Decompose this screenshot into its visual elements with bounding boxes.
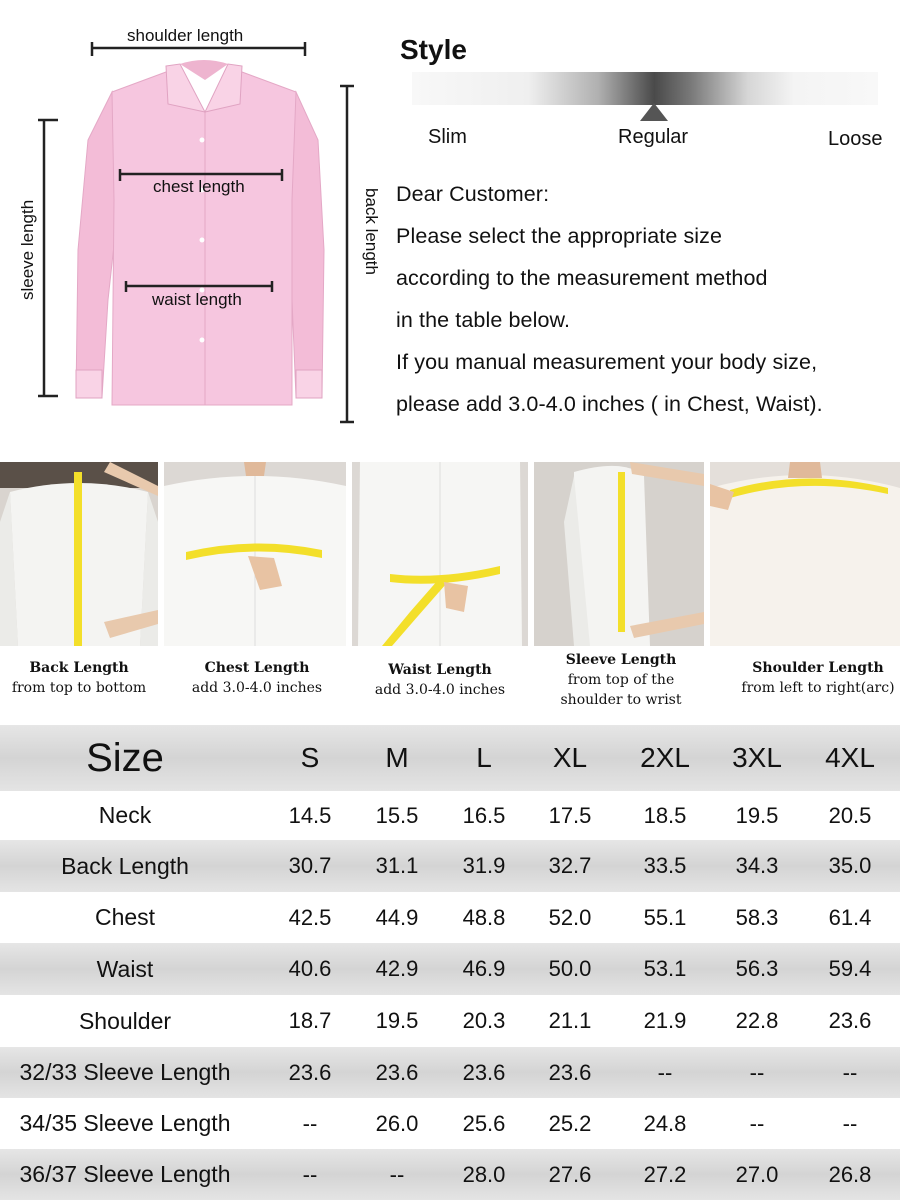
notice-line: Dear Customer:: [396, 182, 550, 206]
row-label: Neck: [98, 802, 152, 828]
sleeve-length-photo: [534, 462, 704, 646]
table-cell: --: [749, 1060, 765, 1085]
row-label: Back Length: [61, 853, 189, 879]
style-title: Style: [400, 34, 467, 65]
size-column-header: 2XL: [640, 742, 690, 773]
table-cell: 20.5: [828, 803, 872, 828]
chest-length-photo: [164, 462, 346, 646]
style-fit-gradient-bar: [412, 72, 878, 105]
caption-title: Waist Length: [388, 662, 492, 678]
table-cell: 35.0: [828, 853, 872, 878]
measurement-photos: [0, 462, 900, 722]
row-label: 36/37 Sleeve Length: [19, 1161, 231, 1187]
waist-length-caption: [352, 660, 528, 700]
notice-line: Please select the appropriate size: [396, 224, 723, 248]
table-cell: 55.1: [643, 905, 687, 930]
table-cell: 52.0: [548, 905, 592, 930]
table-cell: 25.6: [462, 1111, 506, 1136]
table-cell: 42.9: [375, 956, 419, 981]
size-header-label: Size: [86, 736, 164, 780]
table-cell: 53.1: [643, 956, 687, 981]
table-cell: 61.4: [828, 905, 872, 930]
table-cell: 16.5: [462, 803, 506, 828]
table-cell: 18.7: [288, 1008, 332, 1033]
table-cell: 23.6: [375, 1060, 419, 1085]
table-cell: 25.2: [548, 1111, 592, 1136]
table-cell: --: [389, 1162, 405, 1187]
table-row: [0, 840, 900, 892]
table-row: [0, 1149, 900, 1200]
table-row: [0, 1047, 900, 1098]
caption-title: Shoulder Length: [752, 660, 884, 676]
table-cell: 22.8: [735, 1008, 779, 1033]
table-row: [0, 995, 900, 1047]
size-column-header: M: [385, 742, 409, 773]
table-cell: --: [302, 1111, 318, 1136]
shirt-illustration: [0, 0, 380, 440]
waist-length-photo: [352, 462, 528, 646]
size-column-header: XL: [552, 742, 588, 773]
table-cell: 33.5: [643, 853, 687, 878]
table-cell: --: [749, 1111, 765, 1136]
table-cell: 48.8: [462, 905, 506, 930]
caption-desc: from top to bottom: [11, 680, 147, 696]
chest-length-caption: [164, 658, 350, 698]
table-cell: 30.7: [288, 853, 332, 878]
table-cell: --: [842, 1060, 858, 1085]
back-length-caption: [0, 658, 158, 698]
table-cell: 17.5: [548, 803, 592, 828]
size-column-header: S: [300, 742, 320, 773]
table-cell: 59.4: [828, 956, 872, 981]
shoulder-length-photo: [710, 462, 900, 646]
table-cell: 26.8: [828, 1162, 872, 1187]
notice-line: please add 3.0-4.0 inches ( in Chest, Waist).: [396, 392, 823, 416]
caption-title: Chest Length: [204, 660, 310, 676]
caption-desc: from left to right(arc): [741, 680, 895, 696]
table-cell: --: [657, 1060, 673, 1085]
table-cell: 56.3: [735, 956, 779, 981]
table-row: [0, 1098, 900, 1149]
chest-length-label: chest length: [153, 177, 245, 196]
notice-line: according to the measurement method: [396, 266, 768, 290]
table-cell: 34.3: [735, 853, 779, 878]
table-cell: 15.5: [375, 803, 419, 828]
table-cell: --: [302, 1162, 318, 1187]
table-cell: 44.9: [375, 905, 419, 930]
table-cell: 40.6: [288, 956, 332, 981]
table-cell: --: [842, 1111, 858, 1136]
table-cell: 20.3: [462, 1008, 506, 1033]
row-label: 32/33 Sleeve Length: [19, 1059, 231, 1085]
row-label: Chest: [94, 904, 156, 930]
style-selected-pointer: [640, 103, 668, 121]
caption-title: Sleeve Length: [565, 652, 677, 668]
back-length-label: back length: [362, 188, 381, 275]
sleeve-length-caption: [548, 650, 694, 710]
table-cell: 26.0: [375, 1111, 419, 1136]
table-cell: 50.0: [548, 956, 592, 981]
table-header-row: [0, 725, 900, 791]
caption-desc: add 3.0-4.0 inches: [374, 682, 506, 698]
table-cell: 23.6: [288, 1060, 332, 1085]
table-cell: 19.5: [735, 803, 779, 828]
style-option-regular: Regular: [618, 126, 689, 148]
caption-desc: add 3.0-4.0 inches: [191, 680, 323, 696]
shoulder-length-caption: [730, 658, 900, 698]
table-cell: 46.9: [462, 956, 506, 981]
table-cell: 32.7: [548, 853, 592, 878]
size-column-header: 4XL: [825, 742, 875, 773]
row-label: Shoulder: [78, 1008, 172, 1034]
caption-title: Back Length: [29, 660, 129, 676]
table-cell: 31.1: [375, 853, 419, 878]
table-cell: 31.9: [462, 853, 506, 878]
waist-length-label: waist length: [152, 290, 242, 309]
style-option-loose: Loose: [828, 128, 883, 150]
notice-line: If you manual measurement your body size,: [396, 350, 818, 374]
table-row: [0, 791, 900, 840]
table-cell: 23.6: [462, 1060, 506, 1085]
table-cell: 21.9: [643, 1008, 687, 1033]
size-column-header: 3XL: [732, 742, 782, 773]
table-cell: 27.2: [643, 1162, 687, 1187]
table-cell: 14.5: [288, 803, 332, 828]
table-row: [0, 943, 900, 995]
size-column-header: L: [476, 742, 492, 773]
table-cell: 23.6: [828, 1008, 872, 1033]
table-cell: 18.5: [643, 803, 687, 828]
customer-notice: [396, 178, 900, 430]
table-cell: 58.3: [735, 905, 779, 930]
notice-line: in the table below.: [396, 308, 571, 332]
sleeve-length-label: sleeve length: [18, 199, 37, 300]
back-length-photo: [0, 462, 158, 646]
table-cell: 23.6: [548, 1060, 592, 1085]
row-label: Waist: [96, 956, 154, 982]
table-cell: 42.5: [288, 905, 332, 930]
table-cell: 27.6: [548, 1162, 592, 1187]
table-cell: 24.8: [643, 1111, 687, 1136]
row-label: 34/35 Sleeve Length: [19, 1110, 231, 1136]
table-cell: 28.0: [462, 1162, 506, 1187]
table-cell: 21.1: [548, 1008, 592, 1033]
table-cell: 27.0: [735, 1162, 779, 1187]
caption-desc: from top of the shoulder to wrist: [560, 672, 682, 708]
shirt-measurement-diagram: [0, 0, 380, 440]
style-option-slim: Slim: [428, 126, 467, 148]
shoulder-length-label: shoulder length: [127, 26, 244, 45]
table-row: [0, 892, 900, 943]
table-cell: 19.5: [375, 1008, 419, 1033]
